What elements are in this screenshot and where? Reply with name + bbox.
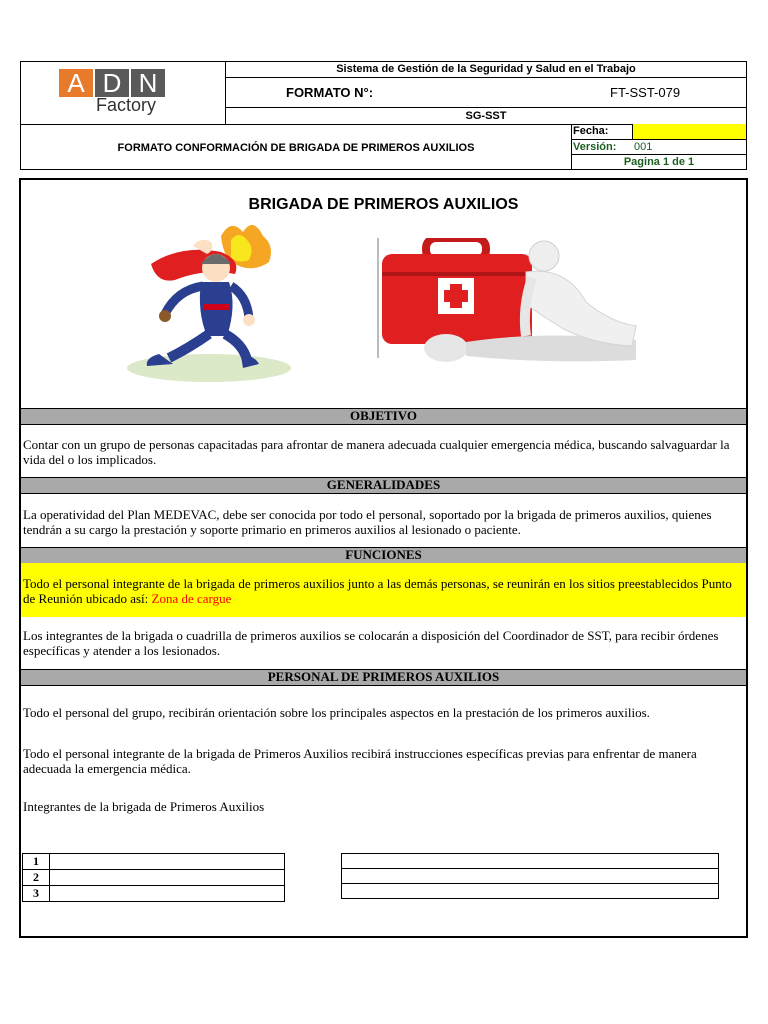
member-name-field[interactable]	[50, 870, 285, 886]
rescuer-carrying-victim-illustration	[121, 216, 301, 386]
logo-subtitle: Factory	[96, 95, 157, 115]
meeting-point-location: Zona de cargue	[151, 591, 232, 606]
formato-row	[226, 78, 746, 108]
formato-value: FT-SST-079	[610, 85, 681, 100]
member-name-field[interactable]	[342, 869, 719, 884]
member-name-field[interactable]	[342, 854, 719, 869]
logo-letter-a: A	[59, 69, 93, 97]
funciones-text-1-body: Todo el personal integrante de la brigada de primeros auxilios junto a las demás personas, se reunirán en los sitios preestablecidos Punto de Reunión ubicado así:	[23, 576, 732, 606]
table-row	[342, 854, 719, 869]
members-table-left	[22, 853, 285, 902]
logo-letter-n: N	[131, 69, 165, 97]
member-number: 1	[23, 854, 50, 870]
member-number: 2	[23, 870, 50, 886]
system-title: Sistema de Gestión de la Seguridad y Salud en el Trabajo	[226, 62, 746, 78]
program-name: SG-SST	[226, 108, 746, 125]
member-name-field[interactable]	[342, 884, 719, 899]
table-row	[23, 854, 285, 870]
generalidades-text: La operatividad del Plan MEDEVAC, debe ser conocida por todo el personal, soportado por la brigada de primeros auxilios, quienes tendrán a su cargo la prestación y soporte primario en primeros auxilios al lesionado o paciente.	[23, 507, 712, 537]
table-row	[342, 869, 719, 884]
member-name-field[interactable]	[50, 886, 285, 902]
fecha-field[interactable]	[632, 124, 746, 139]
page-title: BRIGADA DE PRIMEROS AUXILIOS	[248, 196, 519, 213]
version-value: 001	[634, 141, 653, 153]
fecha-label: Fecha:	[573, 125, 609, 137]
document-title: FORMATO CONFORMACIÓN DE BRIGADA DE PRIMEROS AUXILIOS	[21, 124, 572, 170]
first-aid-kit-cpr-illustration	[376, 238, 666, 366]
personal-text-2: Todo el personal integrante de la brigada de Primeros Auxilios recibirá instrucciones específicas previas para enfrentar de manera adecuada la emergencia médica.	[23, 746, 697, 776]
table-row	[342, 884, 719, 899]
section-header-generalidades: GENERALIDADES	[21, 477, 746, 494]
section-header-funciones: FUNCIONES	[21, 547, 746, 564]
logo-cell	[21, 62, 226, 124]
formato-label: FORMATO N°:	[286, 85, 374, 100]
document-header	[20, 61, 747, 170]
fecha-row	[572, 124, 746, 140]
member-number: 3	[23, 886, 50, 902]
personal-text-1: Todo el personal del grupo, recibirán orientación sobre los principales aspectos en la prestación de los primeros auxilios.	[23, 705, 650, 720]
version-row	[572, 140, 746, 155]
section-header-personal: PERSONAL DE PRIMEROS AUXILIOS	[21, 669, 746, 686]
objetivo-text: Contar con un grupo de personas capacitadas para afrontar de manera adecuada cualquier emergencia médica, buscando salvaguardar la vida del o los implicados.	[23, 437, 730, 467]
personal-text-3: Integrantes de la brigada de Primeros Auxilios	[23, 799, 265, 814]
section-header-objetivo: OBJETIVO	[21, 408, 746, 425]
logo-letter-d: D	[95, 69, 129, 97]
funciones-text-1	[23, 576, 740, 606]
table-row	[23, 870, 285, 886]
main-frame	[19, 178, 748, 938]
page-indicator: Pagina 1 de 1	[623, 156, 695, 168]
version-label: Versión:	[573, 141, 617, 153]
funciones-text-2: Los integrantes de la brigada o cuadrilla de primeros auxilios se colocarán a disposición del Coordinador de SST, para recibir órdenes específicas y atender a los lesionados.	[23, 628, 719, 658]
members-table-right	[341, 853, 719, 899]
table-row	[23, 886, 285, 902]
member-name-field[interactable]	[50, 854, 285, 870]
